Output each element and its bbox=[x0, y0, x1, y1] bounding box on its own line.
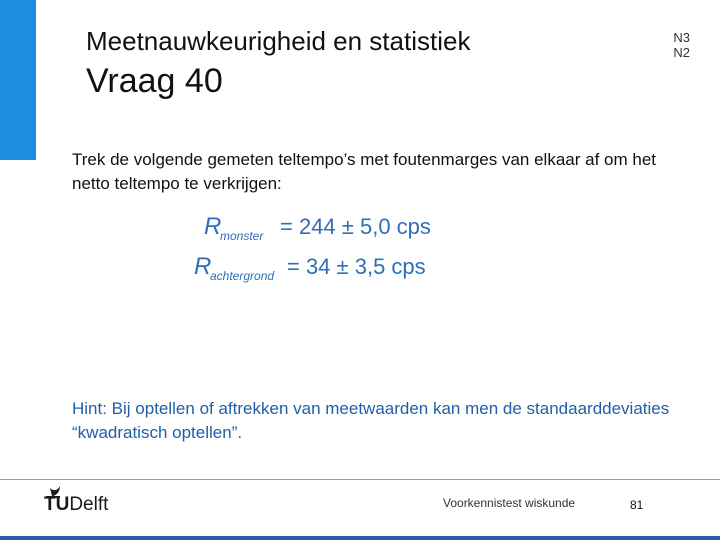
footer-bottom-bar bbox=[0, 536, 720, 540]
formula-symbol: R bbox=[194, 253, 212, 280]
tudelft-logo bbox=[44, 494, 108, 516]
hint-text: Hint: Bij optellen of aftrekken van meetwaarden kan men de standaarddeviaties “kwadratisch optellen”. bbox=[72, 399, 670, 442]
level-tag bbox=[673, 30, 690, 60]
level-tag-line1: N3 bbox=[673, 30, 690, 45]
formula-subscript: achtergrond bbox=[210, 269, 275, 283]
logo-delft: Delft bbox=[69, 494, 109, 515]
formula-expression: = 34 ± 3,5 cps bbox=[287, 254, 426, 279]
page-number: 81 bbox=[630, 498, 644, 512]
formula-row-monster bbox=[204, 213, 431, 243]
formula-symbol: R bbox=[204, 213, 222, 240]
slide-title: Vraag 40 bbox=[86, 62, 223, 100]
formula-row-achtergrond bbox=[194, 253, 426, 283]
question-text: Trek de volgende gemeten teltempo’s met foutenmarges van elkaar af om het netto teltempo te verkrijgen: bbox=[72, 150, 656, 193]
formula-subscript: monster bbox=[220, 229, 264, 243]
logo-tu: TU bbox=[44, 494, 70, 515]
formula-block bbox=[194, 210, 514, 288]
level-tag-line2: N2 bbox=[673, 45, 690, 60]
footer-divider bbox=[0, 479, 720, 480]
accent-bar bbox=[0, 0, 36, 160]
footer-course-name: Voorkennistest wiskunde bbox=[443, 496, 576, 510]
slide-subtitle: Meetnauwkeurigheid en statistiek bbox=[86, 26, 471, 56]
formula-expression: = 244 ± 5,0 cps bbox=[280, 214, 431, 239]
